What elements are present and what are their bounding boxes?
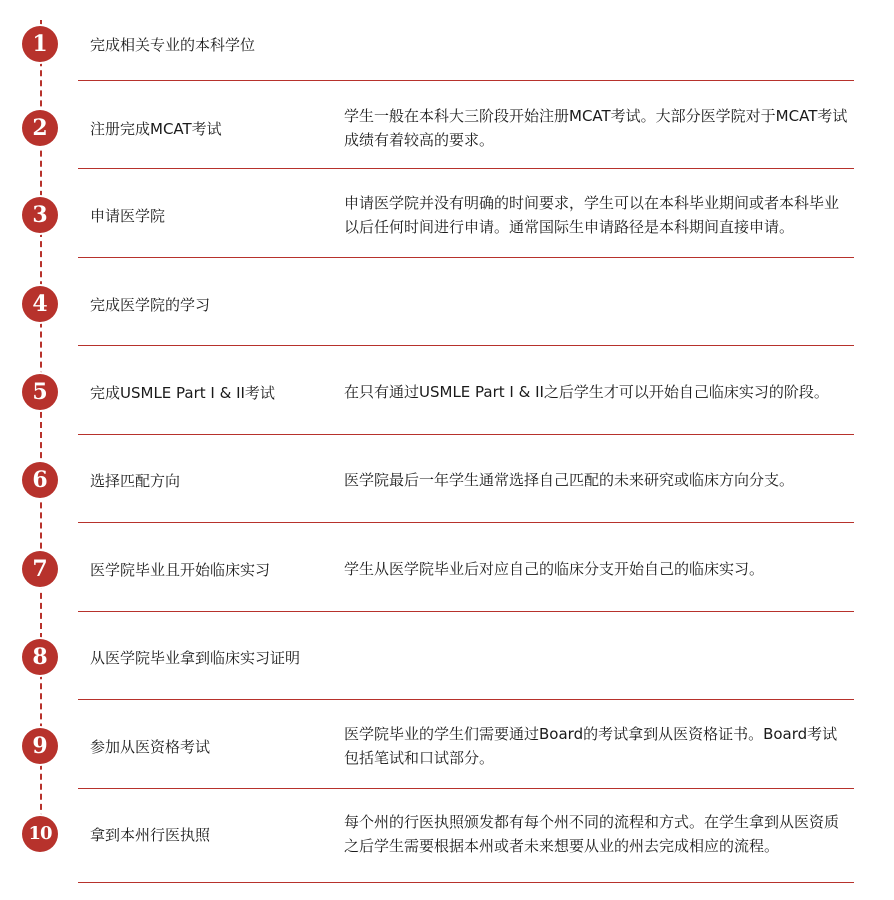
step-2 bbox=[0, 84, 894, 172]
step-3 bbox=[0, 171, 894, 259]
row-divider bbox=[78, 699, 854, 700]
step-8 bbox=[0, 613, 894, 701]
step-description-text: 在只有通过USMLE Part I & II之后学生才可以开始自己临床实习的阶段。 bbox=[344, 383, 829, 401]
step-description-text: 学生从医学院毕业后对应自己的临床分支开始自己的临床实习。 bbox=[344, 560, 765, 578]
step-number-badge: 9 bbox=[22, 728, 58, 764]
step-description bbox=[344, 525, 849, 613]
step-number-badge: 6 bbox=[22, 462, 58, 498]
step-title: 医学院毕业且开始临床实习 bbox=[90, 560, 271, 579]
row-divider bbox=[78, 345, 854, 346]
step-description-text: 每个州的行医执照颁发都有每个州不同的流程和方式。在学生拿到从医资质之后学生需要根据本州或者未来想要从业的州去完成相应的流程。 bbox=[344, 813, 840, 855]
step-number-badge: 10 bbox=[22, 816, 58, 852]
step-description bbox=[344, 702, 849, 790]
step-description-text: 申请医学院并没有明确的时间要求，学生可以在本科毕业期间或者本科毕业以后任何时间进行申请。通常国际生申请路径是本科期间直接申请。 bbox=[344, 194, 840, 236]
step-1 bbox=[0, 0, 894, 88]
step-number-badge: 3 bbox=[22, 197, 58, 233]
step-number-badge: 8 bbox=[22, 639, 58, 675]
step-description bbox=[344, 348, 849, 436]
step-title: 参加从医资格考试 bbox=[90, 737, 211, 756]
step-5 bbox=[0, 348, 894, 436]
step-6 bbox=[0, 436, 894, 524]
step-description bbox=[344, 790, 849, 878]
row-divider bbox=[78, 611, 854, 612]
step-number-badge: 5 bbox=[22, 374, 58, 410]
step-10 bbox=[0, 790, 894, 878]
step-description-text: 医学院毕业的学生们需要通过Board的考试拿到从医资格证书。Board考试包括笔试和口试部分。 bbox=[344, 725, 838, 767]
step-title: 完成相关专业的本科学位 bbox=[90, 35, 256, 54]
step-description-text: 学生一般在本科大三阶段开始注册MCAT考试。大部分医学院对于MCAT考试成绩有着较高的要求。 bbox=[344, 107, 848, 149]
step-number-badge: 7 bbox=[22, 551, 58, 587]
step-title: 从医学院毕业拿到临床实习证明 bbox=[90, 648, 301, 667]
step-title: 拿到本州行医执照 bbox=[90, 825, 211, 844]
step-number-badge: 1 bbox=[22, 26, 58, 62]
step-description bbox=[344, 84, 849, 172]
step-title: 完成USMLE Part I & II考试 bbox=[90, 383, 275, 402]
step-description-text: 医学院最后一年学生通常选择自己匹配的未来研究或临床方向分支。 bbox=[344, 471, 795, 489]
step-description bbox=[344, 436, 849, 524]
step-description bbox=[344, 171, 849, 259]
step-title: 注册完成MCAT考试 bbox=[90, 119, 222, 138]
step-9 bbox=[0, 702, 894, 790]
row-divider bbox=[78, 522, 854, 523]
row-divider bbox=[78, 257, 854, 258]
step-title: 完成医学院的学习 bbox=[90, 295, 211, 314]
step-number-badge: 2 bbox=[22, 110, 58, 146]
step-number-badge: 4 bbox=[22, 286, 58, 322]
row-divider bbox=[78, 434, 854, 435]
step-4 bbox=[0, 260, 894, 348]
step-7 bbox=[0, 525, 894, 613]
step-title: 申请医学院 bbox=[90, 206, 166, 225]
step-title: 选择匹配方向 bbox=[90, 471, 181, 490]
row-divider bbox=[78, 80, 854, 81]
row-divider bbox=[78, 882, 854, 883]
row-divider bbox=[78, 788, 854, 789]
row-divider bbox=[78, 168, 854, 169]
